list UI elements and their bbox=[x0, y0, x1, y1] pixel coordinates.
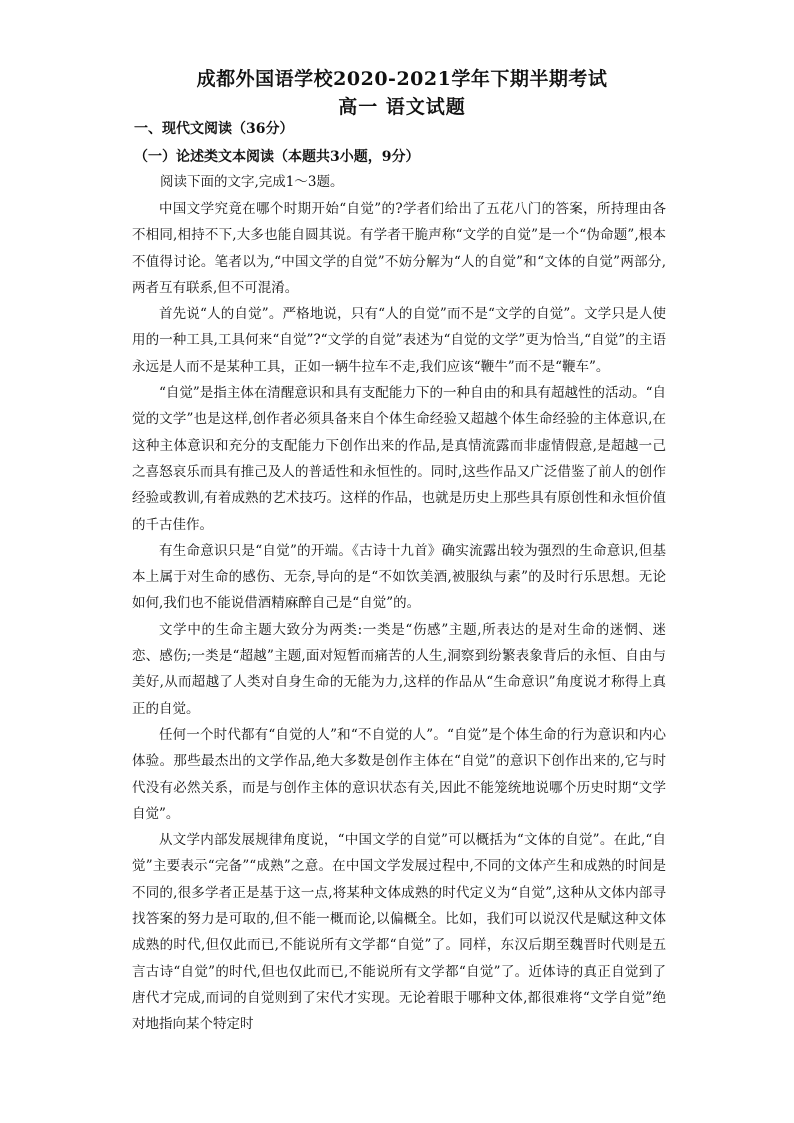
passage-paragraph: 文学中的生命主题大致分为两类:一类是“伤感”主题,所表达的是对生命的迷惘、迷恋、感伤;一类是“超越”主题,面对短暂而痛苦的人生,洞察到纷繁表象背后的永恒、自由与美好,从而超越了人类对自身生命的无能为力,这样的作品从“生命意识”角度说才称得上真正的自觉。 bbox=[132, 621, 666, 717]
passage-paragraph: 有生命意识只是“自觉”的开端。《古诗十九首》确实流露出较为强烈的生命意识,但基本上属于对生命的感伤、无奈,导向的是“不如饮美酒,被服纨与素”的及时行乐思想。无论如何,我们也不能说借酒精麻醉自己是“自觉”的。 bbox=[132, 542, 666, 612]
passage-paragraph: 首先说“人的自觉”。严格地说，只有“人的自觉”而不是“文学的自觉”。文学只是人使用的一种工具,工具何来“自觉”?“文学的自觉”表述为“自觉的文学”更为恰当,“自觉”的主语永远是人而不是某种工具，正如一辆牛拉车不走,我们应该“鞭牛”而不是“鞭车”。 bbox=[132, 306, 666, 375]
section-heading: 一、现代文阅读（36分） bbox=[134, 121, 294, 137]
passage-paragraph: “自觉”是指主体在清醒意识和具有支配能力下的一种自由的和具有超越性的活动。“自觉的文学”也是这样,创作者必须具备来自个体生命经验又超越个体生命经验的主体意识,在这种主体意识和充分的支配能力下创作出来的作品,是真情流露而非虚情假意,是超越一己之喜怒哀乐而具有推己及人的普适性和永恒性的。同时,这些作品又广泛借鉴了前人的创作经验或教训,有着成熟的艺术技巧。这样的作品，也就是历史上那些具有原创性和永恒价值的千古佳作。 bbox=[132, 385, 666, 533]
passage-paragraph: 任何一个时代都有“自觉的人”和“不自觉的人”。“自觉”是个体生命的行为意识和内心体验。那些最杰出的文学作品,绝大多数是创作主体在“自觉”的意识下创作出来的,它与时代没有必然关系，而是与创作主体的意识状态有关,因此不能笼统地说哪个历史时期“文学自觉”。 bbox=[132, 726, 666, 822]
reading-instruction: 阅读下面的文字,完成1～3题。 bbox=[160, 174, 344, 190]
subsection-heading: （一）论述类文本阅读（本题共3小题，9分） bbox=[134, 149, 420, 165]
passage-paragraph: 中国文学究竟在哪个时期开始“自觉”的?学者们给出了五花八门的答案，所持理由各不相同,相持不下,大多也能自圆其说。有学者干脆声称“文学的自觉”是一个“伪命题”,根本不值得讨论。笔者以为,“中国文学的自觉”不妨分解为“人的自觉”和“文体的自觉”两部分,两者互有联系,但不可混淆。 bbox=[132, 201, 666, 296]
passage-body bbox=[132, 196, 666, 1038]
exam-title: 成都外国语学校2020-2021学年下期半期考试 bbox=[196, 68, 608, 90]
passage-paragraph: 从文学内部发展规律角度说，“中国文学的自觉”可以概括为“文体的自觉”。在此,“自觉”主要表示“完备”“成熟”之意。在中国文学发展过程中,不同的文体产生和成熟的时间是不同的,很多学者正是基于这一点,将某种文体成熟的时代定义为“自觉”,这种从文体内部寻找答案的努力是可取的,但不能一概而论,以偏概全。比如，我们可以说汉代是赋这种文体成熟的时代,但仅此而已,不能说所有文学都“自觉”了。同样，东汉后期至魏晋时代则是五言古诗“自觉”的时代,但也仅此而已,不能说所有文学都“自觉”了。近体诗的真正自觉到了唐代才完成,而词的自觉则到了宋代才实现。无论着眼于哪种文体,都很难将“文学自觉”绝对地指向某个特定时 bbox=[132, 832, 666, 1033]
exam-subtitle: 高一 语文试题 bbox=[338, 96, 466, 118]
